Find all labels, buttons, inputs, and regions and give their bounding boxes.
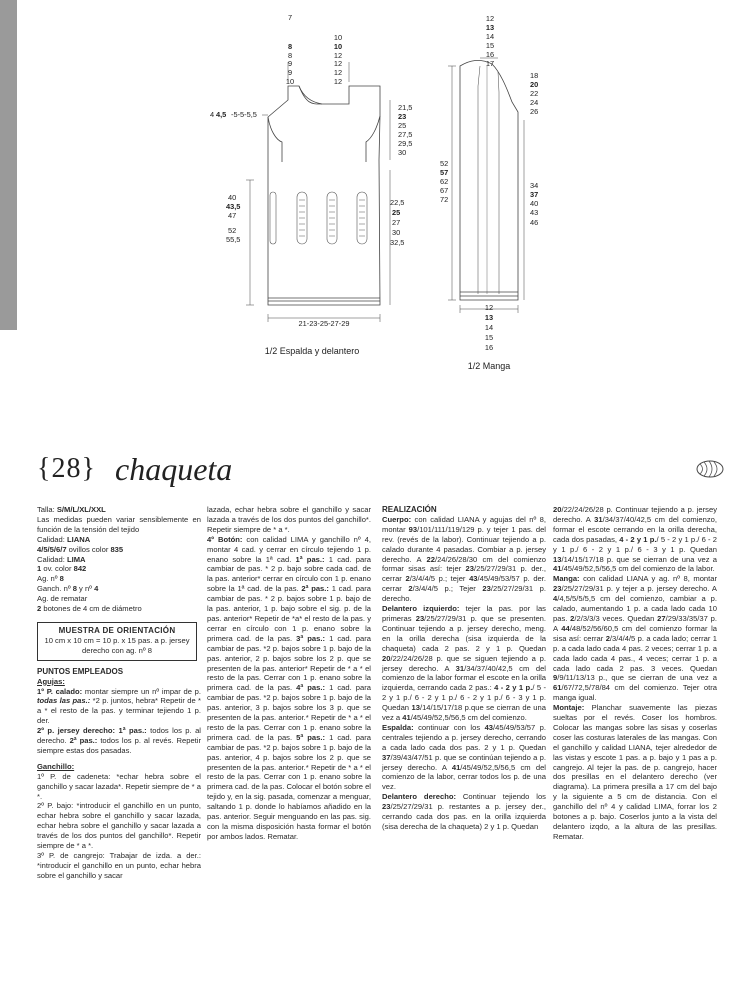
sleeve-side-dims (530, 181, 538, 227)
svg-text:7: 7 (287, 13, 293, 22)
body-caption: 1/2 Espalda y delantero (264, 346, 360, 356)
svg-text:30: 30 (398, 148, 407, 157)
body-dims (390, 198, 404, 247)
needles: Ag. nº 8 (37, 574, 64, 584)
svg-text:32,5: 32,5 (390, 238, 405, 247)
svg-text:37: 37 (530, 190, 539, 199)
sleeve-schematic (448, 58, 524, 313)
sleeve-instructions: Manga: con calidad LIANA y ag. nº 8, montar 23/25/27/29/31 p. y tejer a p. jersey derecho. A 4/4,5/5/5/5,5 cm del comienzo, cambiar a p. calado, aumentando 1 p. a cada lado cada 10 pas. 2/2/3/3/3 veces. Quedan 27/29/33/35/37 p. A 44/48/52/56/60,5 cm del comienzo formar la sisa así: cerrar 2/3/4/4/5 p. a cada lado; cerrar 1 p. a cada lado cada 4 pas. 2 veces; cerrar 1 p. a cada lado cada 4 pas., 4 veces; cerrar 1 p. a cada lado cada 2 pas. 3 veces. Quedan 9/9/11/13/13 p., que se cierran de una vez a 61/67/72,5/78/84 cm del comienzo. Tejer otra manga igual. (553, 574, 717, 703)
yarn1-quality: Calidad: LIANA (37, 534, 91, 544)
svg-text:16: 16 (484, 343, 494, 352)
svg-text:23: 23 (398, 112, 407, 121)
sleeve-cap-dims (530, 71, 538, 116)
pattern-schematics (0, 0, 750, 380)
svg-text:30: 30 (392, 228, 401, 237)
svg-text:27: 27 (392, 218, 401, 227)
svg-text:10: 10 (285, 77, 295, 86)
svg-text:12: 12 (333, 77, 343, 86)
yarn2-quality: Calidad: LIMA (37, 554, 86, 564)
svg-text:67: 67 (440, 186, 449, 195)
svg-text:25: 25 (398, 121, 407, 130)
crochet-heading: Ganchillo: (37, 761, 75, 771)
bottom-width-dim: 21-23-25-27-29 (298, 319, 350, 328)
svg-text:47: 47 (228, 211, 237, 220)
svg-text:4: 4 (210, 110, 215, 119)
assembly-instructions: Montaje: Planchar suavemente las piezas sueltas por el revés. Coser los hombros. Colocar las mangas sobre las sisas y coserlas coser las costuras laterales de las mangas. Con el ganchillo y calidad LIANA, tejer alrededor de las vistas y escote 1 pas. a p. bajo y 1 pas a p. cangrejo. Al tejer la pas. de p. cangrejo, hacer dos presillas en el delantero derecho (ver diagrama). La primera presilla a 17 cm del bajo y la siguiente a 5 cm de distancia. Con el ganchillo del nº 4 y calidad LIMA, forrar los 2 botones a p. bajo. Coserlos junto a la vista del delantero izqdo, a la altura de las presillas. Rematar. (553, 703, 717, 841)
gauge-box (37, 622, 197, 661)
svg-text:26: 26 (530, 107, 539, 116)
single-crochet: 2º P. bajo: *introducir el ganchillo en un punto, echar hebra sobre el ganchillo y sacar lazada, echar hebra sobre el ganchillo y sacar lazada a través de los dos puntos del ganchillo*. Repetir siempre de * a *. (37, 801, 201, 851)
column-2 (207, 505, 371, 842)
pattern-number: {28} (37, 453, 96, 484)
svg-text:40: 40 (530, 199, 539, 208)
svg-text:13: 13 (484, 313, 494, 322)
size-line: Talla: S/M/L/XL/XXL (37, 505, 106, 514)
svg-text:25: 25 (392, 208, 401, 217)
gauge-text: 10 cm x 10 cm = 10 p. x 15 pas. a p. jersey derecho con ag. nº 8 (44, 635, 190, 655)
svg-text:12: 12 (485, 14, 495, 23)
svg-text:21,5: 21,5 (398, 103, 413, 112)
pattern-header (37, 451, 727, 491)
pattern-title: chaqueta (115, 451, 233, 487)
length-dims (226, 193, 240, 244)
body-schematic (246, 62, 390, 322)
right-front-cont: 20/22/24/26/28 p. Continuar tejiendo a p. jersey derecho. A 31/34/37/40/42,5 cm del comienzo, formar el escote cerrando en la orilla derecha, cada dos pasadas, 4 - 2 y 1 p./ 5 - 2 y 1 p./ 6 - 2 y 1 p./ 6 - 2 y 1 p./ 6 - 3 y 1 p. Quedan 13/14/15/17/18 p. que se cierran de una vez a 41/45/49/52,5/56,5 cm del comienzo de la labor. (553, 505, 718, 574)
svg-text:13: 13 (485, 23, 495, 32)
left-front-instructions: Delantero izquierdo: tejer la pas. por las primeras 23/25/27/29/31 p. que se presenten. Continuar tejiendo a p. jersey derecho, meng. en la orilla derecha (sisa izquierda de la chaqueta) cada 2 pas. 2 y 1 p. Quedan 20/22/24/26/28 p. que se siguen tejiendo a p. jersey derecho. A 31/34/37/40/42,5 cm del comienzo de la labor formar el escote en la orilla izquierda, cerrando cada 2 pas.: 4 - 2 y 1 p./ 5 - 2 y 1 p./ 6 - 2 y 1 p./ 6 - 2 y 1 p./ 6 - 3 y 1 p. Quedan 13/14/15/17/18 p.que se cierran de una vez a 41/45/49/52,5/56,5 cm del comienzo. (382, 604, 546, 723)
lace-stitch: 1º P. calado: montar siempre un nº impar de p. todas las pas.: *2 p. juntos, hebra* Repetir de * a * el resto de la pas. y terminar tejiendo 1 p. der. (37, 686, 202, 726)
yarn2-amount: 1 ov. color 842 (37, 564, 87, 574)
crab-stitch-cont: lazada, echar hebra sobre el ganchillo y sacar lazada a través de los dos puntos del ganchillo*. Repetir siempre de * a *. (207, 505, 371, 534)
armhole-dims (398, 103, 412, 157)
svg-text:8: 8 (287, 51, 293, 60)
svg-text:12: 12 (333, 59, 343, 68)
svg-text:40: 40 (228, 193, 237, 202)
svg-text:12: 12 (484, 303, 494, 312)
sleeve-top-dims (486, 14, 494, 68)
side-dims (210, 110, 257, 119)
svg-text:17: 17 (485, 59, 495, 68)
svg-text:57: 57 (440, 168, 449, 177)
lace-panels (270, 192, 367, 244)
svg-text:72: 72 (440, 195, 449, 204)
svg-text:-5-5-5,5: -5-5-5,5 (231, 110, 257, 119)
svg-text:22,5: 22,5 (390, 198, 405, 207)
svg-text:16: 16 (485, 50, 495, 59)
svg-text:12: 12 (333, 51, 343, 60)
svg-text:9: 9 (287, 68, 293, 77)
svg-text:29,5: 29,5 (398, 139, 413, 148)
svg-text:14: 14 (485, 32, 495, 41)
svg-text:62: 62 (440, 177, 449, 186)
yarn-ball-icon (695, 459, 725, 479)
svg-text:10: 10 (333, 42, 343, 51)
svg-text:52: 52 (228, 226, 237, 235)
sleeve-length-dims (440, 159, 448, 204)
svg-text:8: 8 (287, 42, 293, 51)
svg-text:18: 18 (530, 71, 539, 80)
crab-stitch: 3º P. de cangrejo: Trabajar de izda. a der.: *introducir el ganchillo en un punto, echar hebra sobre el ganchillo y sacar (37, 851, 201, 880)
svg-text:15: 15 (485, 41, 495, 50)
svg-text:14: 14 (484, 323, 494, 332)
svg-text:43,5: 43,5 (226, 202, 241, 211)
tapestry-needle: Ag. de rematar (37, 594, 88, 604)
chain-stitch: 1º P. de cadeneta: *echar hebra sobre el ganchillo y sacar lazada*. Repetir siempre de * a *. (37, 771, 201, 801)
back-instructions: Espalda: continuar con los 43/45/49/53/57 p. centrales tejiendo a p. jersey derecho, cerrando a cada lado cada dos pas. 2 y 1 p. Quedan 37/39/43/47/51 p. que se continúan tejiendo a p. jersey derecho. A 41/45/49/52,5/56,5 cm del comienzo de la labor, cerrar todos los p. de una vez. (382, 722, 546, 792)
svg-text:24: 24 (530, 98, 539, 107)
column-1 (37, 505, 201, 881)
svg-text:4,5: 4,5 (216, 110, 227, 119)
svg-text:22: 22 (530, 89, 539, 98)
button-instructions: 4º Botón: con calidad LIMA y ganchillo nº 4, montar 4 cad. y cerrar en círculo tejiendo 1 p. enano sobre la 1ª cad. 1ª pas.: 1 cad. para cambiar de pas. * 2 p. bajo sobre cada cad. de la pas. anterior* cerrar en círculo con 1 p. enano sobre la 1ª cad. de la pas. 2ª pas.: 1 cad. para cambiar de pas. * 2 p. bajos sobre 1 p. bajo de la pas. anterior, 1 p. bajo sobre el sig. p. de la pas. anterior* Repetir de *a* el resto de la pas. y cerrar en círculo con 1 p. enano sobre la primera cad. de la pas. 3ª pas.: 1 cad. para cambiar de pas. *2 p. bajos sobre 1 p. bajo de la pas. anterior, 2 p. bajos sobre los 2 p. que se presenten de la pas. anterior* Repetir de * a * el resto de la pas. Cerrar con 1 p. enano sobre la primera cad. de la pas. 4ª pas.: 1 cad. para cambiar de pas. *2 p. bajos sobre 1 p. bajo de la pas. anterior, 3 p. bajos sobre los 3 p. que se presenten de la pas. anterior.* Repetir de * a * el resto de la pas. Cerrar con 1 p. enano sobre la primera cad. de la pas. 5ª pas.: 1 cad. para cambiar de pas. *2 p. bajos sobre 1 p. bajo de la pas. anterior, 4 p. bajos sobre los 2 p. que se presenten de la pas. anterior.* Repetir de * a * el resto de la pas. Cerrar con 1 p. enano sobre la primera cad. de la pas. Colocar el botón sobre el tejido y, en la sig. pasada, comenzar a menguar, saltando 1 p. donde lo habíamos añadido en la pas. anterior. Seguir menguando en las pas. sig. con la misma disposición hasta formar el botón por ambos lados. Rematar. (207, 534, 372, 841)
svg-text:55,5: 55,5 (226, 235, 241, 244)
sleeve-bottom-dims (485, 303, 493, 352)
hooks: Ganch. nº 8 y nº 4 (37, 584, 99, 594)
svg-text:43: 43 (530, 208, 539, 217)
shoulder-dims (286, 13, 342, 86)
right-front-instructions: Delantero derecho: Continuar tejiendo los 23/25/27/29/31 p. restantes a p. jersey der., cerrando cada dos pas. en la orilla izquierda (sisa derecha de la chaqueta) 2 y 1 p. Quedan (382, 792, 546, 831)
buttons: 2 botones de 4 cm de diámetro (37, 604, 142, 614)
body-instructions: Cuerpo: con calidad LIANA y agujas del nº 8, montar 93/101/111/119/129 p. y tejer 1 pas. del rev. (revés de la labor). Continuar tejiendo a p. calado durante 4 pasadas. Combiar a p. jersey derecho. A 22/24/26/28/30 cm del comienzo formar sisas así: tejer 23/25/27/29/31 p. der., cerrar 2/3/4/4/5 p.; tejer 43/45/49/53/57 p. der. cerrar 2/3/4/4/5 p.; Tejer 23/25/27/29/31 p. derecho. (382, 514, 547, 604)
svg-text:10: 10 (333, 33, 343, 42)
sleeve-caption: 1/2 Manga (467, 361, 511, 371)
svg-text:9: 9 (287, 59, 293, 68)
gauge-title: MUESTRA DE ORIENTACIÓN (58, 625, 176, 635)
instructions-heading: REALIZACIÓN (382, 505, 437, 514)
svg-text:27,5: 27,5 (398, 130, 413, 139)
svg-text:46: 46 (530, 218, 539, 227)
svg-text:15: 15 (484, 333, 494, 342)
measure-note: Las medidas pueden variar sensiblemente en función de la tensión del tejido (37, 514, 201, 534)
stockinette-stitch: 2º p. jersey derecho: 1ª pas.: todos los p. al derecho. 2ª pas.: todos los p. al revés. Repetir siempre estas dos pasadas. (37, 726, 201, 755)
svg-text:12: 12 (333, 68, 343, 77)
needles-heading: Agujas: (37, 676, 65, 686)
stitches-heading: PUNTOS EMPLEADOS (37, 666, 124, 676)
svg-text:20: 20 (530, 80, 539, 89)
svg-text:34: 34 (530, 181, 539, 190)
column-4 (553, 505, 717, 842)
yarn1-amount: 4/5/5/6/7 ovillos color 835 (37, 544, 124, 554)
svg-text:52: 52 (440, 159, 449, 168)
column-3 (382, 505, 546, 832)
